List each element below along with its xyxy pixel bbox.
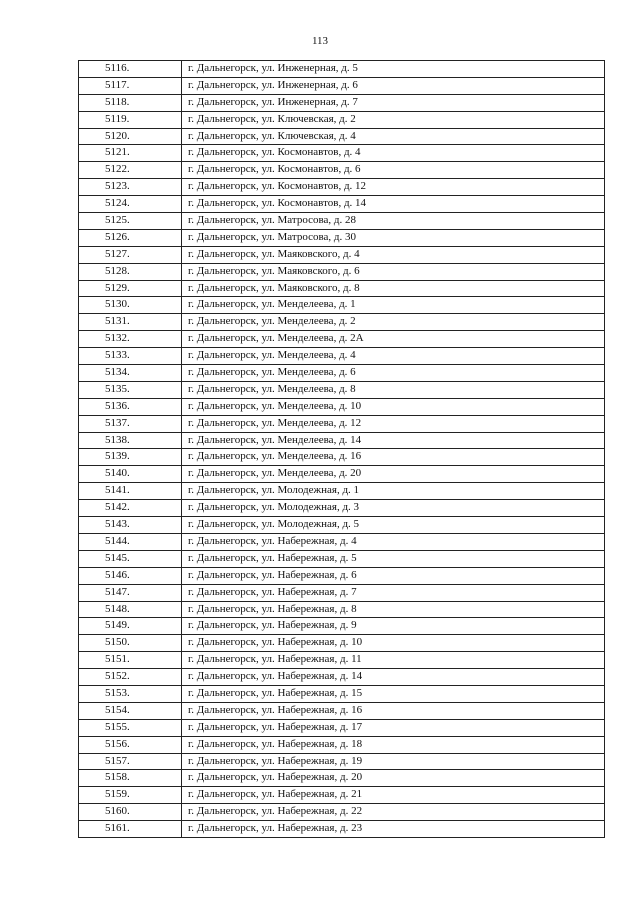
row-number-cell: 5149. — [79, 618, 182, 634]
address-cell: г. Дальнегорск, ул. Набережная, д. 16 — [182, 703, 605, 719]
address-cell: г. Дальнегорск, ул. Маяковского, д. 8 — [182, 281, 605, 297]
table-row — [79, 737, 605, 754]
table-row — [79, 686, 605, 703]
table-row — [79, 534, 605, 551]
table-row — [79, 382, 605, 399]
row-number-cell: 5140. — [79, 466, 182, 482]
row-number-cell: 5122. — [79, 162, 182, 178]
address-cell: г. Дальнегорск, ул. Набережная, д. 21 — [182, 787, 605, 803]
row-number-cell: 5137. — [79, 416, 182, 432]
table-row — [79, 449, 605, 466]
row-number-cell: 5160. — [79, 804, 182, 820]
row-number-cell: 5138. — [79, 433, 182, 449]
row-number-cell: 5118. — [79, 95, 182, 111]
table-row — [79, 466, 605, 483]
address-cell: г. Дальнегорск, ул. Космонавтов, д. 14 — [182, 196, 605, 212]
row-number-cell: 5136. — [79, 399, 182, 415]
address-cell: г. Дальнегорск, ул. Инженерная, д. 6 — [182, 78, 605, 94]
table-row — [79, 770, 605, 787]
row-number-cell: 5120. — [79, 129, 182, 145]
row-number-cell: 5127. — [79, 247, 182, 263]
address-cell: г. Дальнегорск, ул. Набережная, д. 17 — [182, 720, 605, 736]
row-number-cell: 5121. — [79, 145, 182, 161]
address-cell: г. Дальнегорск, ул. Молодежная, д. 3 — [182, 500, 605, 516]
row-number-cell: 5146. — [79, 568, 182, 584]
row-number-cell: 5158. — [79, 770, 182, 786]
row-number-cell: 5156. — [79, 737, 182, 753]
table-row — [79, 517, 605, 534]
address-cell: г. Дальнегорск, ул. Молодежная, д. 5 — [182, 517, 605, 533]
row-number-cell: 5139. — [79, 449, 182, 465]
table-row — [79, 720, 605, 737]
table-row — [79, 483, 605, 500]
table-row — [79, 247, 605, 264]
row-number-cell: 5159. — [79, 787, 182, 803]
table-row — [79, 348, 605, 365]
address-cell: г. Дальнегорск, ул. Набережная, д. 23 — [182, 821, 605, 837]
address-cell: г. Дальнегорск, ул. Менделеева, д. 6 — [182, 365, 605, 381]
table-row — [79, 433, 605, 450]
address-cell: г. Дальнегорск, ул. Менделеева, д. 8 — [182, 382, 605, 398]
table-row — [79, 399, 605, 416]
table-row — [79, 145, 605, 162]
row-number-cell: 5151. — [79, 652, 182, 668]
table-row — [79, 585, 605, 602]
table-row — [79, 804, 605, 821]
address-cell: г. Дальнегорск, ул. Космонавтов, д. 4 — [182, 145, 605, 161]
row-number-cell: 5116. — [79, 61, 182, 77]
table-row — [79, 78, 605, 95]
address-cell: г. Дальнегорск, ул. Менделеева, д. 2А — [182, 331, 605, 347]
table-row — [79, 754, 605, 771]
address-cell: г. Дальнегорск, ул. Набережная, д. 14 — [182, 669, 605, 685]
row-number-cell: 5123. — [79, 179, 182, 195]
row-number-cell: 5135. — [79, 382, 182, 398]
row-number-cell: 5131. — [79, 314, 182, 330]
address-cell: г. Дальнегорск, ул. Инженерная, д. 7 — [182, 95, 605, 111]
table-row — [79, 652, 605, 669]
address-cell: г. Дальнегорск, ул. Космонавтов, д. 6 — [182, 162, 605, 178]
row-number-cell: 5152. — [79, 669, 182, 685]
table-row — [79, 230, 605, 247]
address-cell: г. Дальнегорск, ул. Молодежная, д. 1 — [182, 483, 605, 499]
table-row — [79, 602, 605, 619]
table-row — [79, 365, 605, 382]
address-cell: г. Дальнегорск, ул. Менделеева, д. 14 — [182, 433, 605, 449]
row-number-cell: 5161. — [79, 821, 182, 837]
address-cell: г. Дальнегорск, ул. Менделеева, д. 20 — [182, 466, 605, 482]
table-row — [79, 281, 605, 298]
row-number-cell: 5154. — [79, 703, 182, 719]
address-cell: г. Дальнегорск, ул. Менделеева, д. 16 — [182, 449, 605, 465]
address-cell: г. Дальнегорск, ул. Набережная, д. 8 — [182, 602, 605, 618]
address-table — [78, 60, 605, 838]
address-cell: г. Дальнегорск, ул. Менделеева, д. 10 — [182, 399, 605, 415]
address-cell: г. Дальнегорск, ул. Набережная, д. 9 — [182, 618, 605, 634]
address-cell: г. Дальнегорск, ул. Набережная, д. 5 — [182, 551, 605, 567]
address-cell: г. Дальнегорск, ул. Менделеева, д. 4 — [182, 348, 605, 364]
address-cell: г. Дальнегорск, ул. Менделеева, д. 12 — [182, 416, 605, 432]
table-row — [79, 703, 605, 720]
table-row — [79, 821, 605, 838]
table-row — [79, 669, 605, 686]
row-number-cell: 5134. — [79, 365, 182, 381]
address-cell: г. Дальнегорск, ул. Набережная, д. 22 — [182, 804, 605, 820]
table-row — [79, 297, 605, 314]
address-cell: г. Дальнегорск, ул. Набережная, д. 4 — [182, 534, 605, 550]
address-cell: г. Дальнегорск, ул. Набережная, д. 20 — [182, 770, 605, 786]
row-number-cell: 5148. — [79, 602, 182, 618]
row-number-cell: 5130. — [79, 297, 182, 313]
address-cell: г. Дальнегорск, ул. Маяковского, д. 6 — [182, 264, 605, 280]
table-row — [79, 500, 605, 517]
row-number-cell: 5153. — [79, 686, 182, 702]
row-number-cell: 5119. — [79, 112, 182, 128]
table-row — [79, 635, 605, 652]
address-cell: г. Дальнегорск, ул. Набережная, д. 19 — [182, 754, 605, 770]
address-cell: г. Дальнегорск, ул. Ключевская, д. 2 — [182, 112, 605, 128]
address-cell: г. Дальнегорск, ул. Матросова, д. 30 — [182, 230, 605, 246]
row-number-cell: 5141. — [79, 483, 182, 499]
table-row — [79, 179, 605, 196]
table-row — [79, 314, 605, 331]
address-cell: г. Дальнегорск, ул. Менделеева, д. 2 — [182, 314, 605, 330]
row-number-cell: 5157. — [79, 754, 182, 770]
table-row — [79, 95, 605, 112]
table-row — [79, 416, 605, 433]
address-cell: г. Дальнегорск, ул. Набережная, д. 18 — [182, 737, 605, 753]
table-row — [79, 213, 605, 230]
table-row — [79, 568, 605, 585]
table-row — [79, 551, 605, 568]
row-number-cell: 5150. — [79, 635, 182, 651]
row-number-cell: 5142. — [79, 500, 182, 516]
address-cell: г. Дальнегорск, ул. Менделеева, д. 1 — [182, 297, 605, 313]
address-cell: г. Дальнегорск, ул. Набережная, д. 7 — [182, 585, 605, 601]
table-row — [79, 129, 605, 146]
table-row — [79, 787, 605, 804]
page-number: 113 — [311, 35, 329, 47]
address-cell: г. Дальнегорск, ул. Набережная, д. 6 — [182, 568, 605, 584]
table-row — [79, 61, 605, 78]
address-cell: г. Дальнегорск, ул. Набережная, д. 15 — [182, 686, 605, 702]
address-cell: г. Дальнегорск, ул. Маяковского, д. 4 — [182, 247, 605, 263]
row-number-cell: 5144. — [79, 534, 182, 550]
table-row — [79, 331, 605, 348]
row-number-cell: 5128. — [79, 264, 182, 280]
address-cell: г. Дальнегорск, ул. Инженерная, д. 5 — [182, 61, 605, 77]
row-number-cell: 5117. — [79, 78, 182, 94]
address-cell: г. Дальнегорск, ул. Набережная, д. 10 — [182, 635, 605, 651]
row-number-cell: 5124. — [79, 196, 182, 212]
row-number-cell: 5126. — [79, 230, 182, 246]
table-row — [79, 196, 605, 213]
table-row — [79, 618, 605, 635]
row-number-cell: 5145. — [79, 551, 182, 567]
address-cell: г. Дальнегорск, ул. Набережная, д. 11 — [182, 652, 605, 668]
address-cell: г. Дальнегорск, ул. Матросова, д. 28 — [182, 213, 605, 229]
table-row — [79, 162, 605, 179]
address-cell: г. Дальнегорск, ул. Космонавтов, д. 12 — [182, 179, 605, 195]
row-number-cell: 5147. — [79, 585, 182, 601]
table-row — [79, 264, 605, 281]
row-number-cell: 5125. — [79, 213, 182, 229]
row-number-cell: 5133. — [79, 348, 182, 364]
address-cell: г. Дальнегорск, ул. Ключевская, д. 4 — [182, 129, 605, 145]
row-number-cell: 5155. — [79, 720, 182, 736]
row-number-cell: 5143. — [79, 517, 182, 533]
table-row — [79, 112, 605, 129]
row-number-cell: 5129. — [79, 281, 182, 297]
row-number-cell: 5132. — [79, 331, 182, 347]
